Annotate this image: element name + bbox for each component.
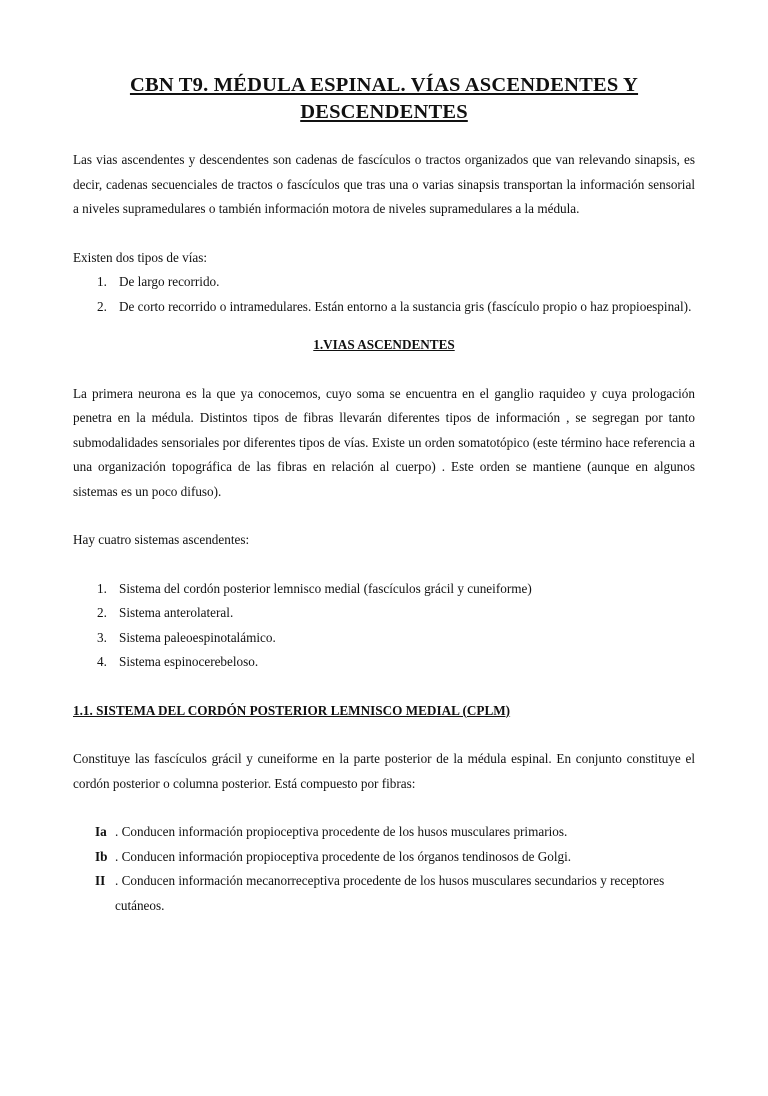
list-text: Sistema anterolateral. (119, 605, 234, 620)
list-number: 1. (97, 274, 107, 289)
list-text: De corto recorrido o intramedulares. Están entorno a la sustancia gris (fascículo propio o haz propioespinal). (119, 298, 692, 314)
section1-paragraph: La primera neurona es la que ya conocemos, cuyo soma se encuentra en el ganglio raquideo y cuya prologación penetra en la médula. Distintos tipos de fibras llevarán diferentes tipos de información , se segregan por tanto submodalidades sensoriales por diferentes tipos de vías. Existe un orden somatotópico (este término hace referencia a una organización topográfica de las fibras en relación al cuerpo) . Este orden se mantiene (aunque en algunos sistemas es un poco difuso). (73, 385, 695, 499)
section11-paragraph: Constituye las fascículos grácil y cuneiforme en la parte posterior de la médula espinal. En conjunto constituye el cordón posterior o columna posterior. Está compuesto por fibras: (73, 751, 695, 791)
list-number: 4. (97, 654, 107, 669)
list-item (73, 650, 695, 675)
types-lead: Existen dos tipos de vías: (73, 249, 208, 265)
fibers-list (73, 820, 695, 918)
list-number: 3. (97, 629, 107, 645)
list-item (73, 845, 695, 870)
subsection-heading-cplm: 1.1. SISTEMA DEL CORDÓN POSTERIOR LEMNISCO MEDIAL (CPLM) (73, 702, 511, 718)
list-text: Sistema del cordón posterior lemnisco medial (fascículos grácil y cuneiforme) (119, 580, 532, 596)
fiber-text: . Conducen información propioceptiva procedente de los husos musculares primarios. (115, 824, 568, 839)
systems-lead: Hay cuatro sistemas ascendentes: (73, 532, 250, 547)
intro-paragraph: Las vias ascendentes y descendentes son cadenas de fascículos o tractos organizados que van relevando sinapsis, es decir, cadenas secuenciales de tractos o fascículos que tras una o varias sinapsis transportan la información sensorial a niveles supramedulares o también información motora de niveles supramedulares a la médula. (73, 152, 695, 216)
fiber-code: II (95, 873, 106, 888)
list-number: 1. (97, 580, 107, 596)
document-page (0, 72, 768, 1096)
systems-list (73, 577, 695, 675)
fiber-code: Ia (95, 824, 107, 839)
list-number: 2. (97, 605, 107, 620)
section-heading-vias-ascendentes: 1.VIAS ASCENDENTES (313, 337, 455, 352)
list-item (73, 601, 695, 626)
list-number: 2. (97, 298, 107, 314)
title-line-2: DESCENDENTES (300, 101, 468, 123)
list-item (73, 577, 695, 602)
list-item (73, 626, 695, 651)
fiber-code: Ib (95, 848, 108, 864)
title-line-1: CBN T9. MÉDULA ESPINAL. VÍAS ASCENDENTES Y (129, 74, 639, 96)
list-item (73, 820, 695, 845)
list-item (73, 270, 695, 295)
list-item (73, 295, 695, 320)
page-title (73, 72, 695, 126)
list-text: Sistema paleoespinotalámico. (119, 629, 276, 645)
fiber-text: . Conducen información propioceptiva procedente de los órganos tendinosos de Golgi. (115, 848, 572, 864)
list-text: De largo recorrido. (119, 274, 220, 289)
list-text: Sistema espinocerebeloso. (119, 654, 259, 669)
list-item (73, 869, 695, 918)
types-list (73, 270, 695, 319)
fiber-text: . Conducen información mecanorreceptiva procedente de los husos musculares secundarios y receptores cutáneos. (115, 873, 665, 913)
